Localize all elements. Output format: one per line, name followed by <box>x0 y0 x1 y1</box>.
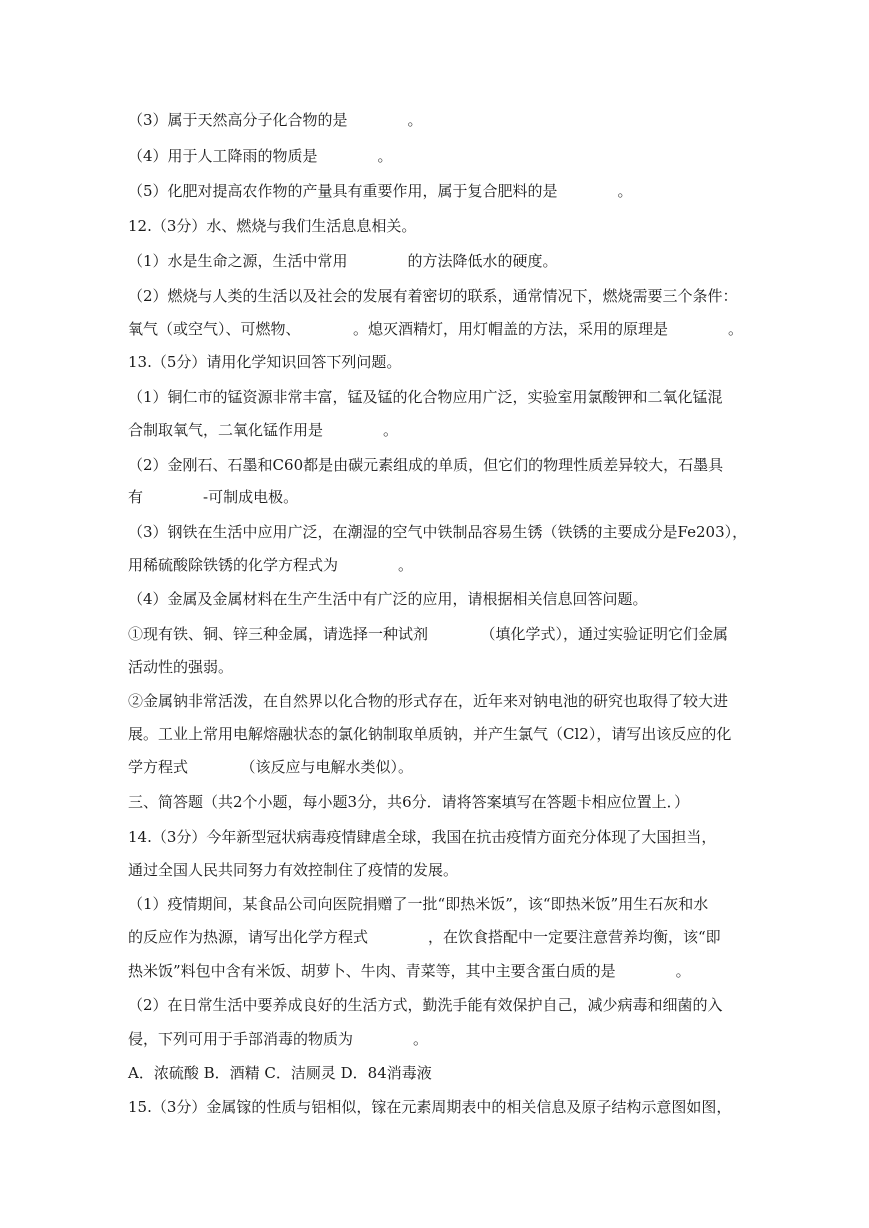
question-13-4-b-line3: 学方程式 （该反应与电解水类似）。 <box>128 758 414 776</box>
question-13-3-line1: （3）钢铁在生活中应用广泛，在潮湿的空气中铁制品容易生锈（铁锈的主要成分是Fe203）， <box>128 523 748 541</box>
question-12-2-line1: （2）燃烧与人类的生活以及社会的发展有着密切的联系，通常情况下，燃烧需要三个条件： <box>128 287 738 305</box>
question-11-3: （3）属于天然高分子化合物的是 。 <box>128 111 423 129</box>
question-13-4-b-line2: 展。工业上常用电解熔融状态的氯化钠制取单质钠，并产生氯气（Cl2），请写出该反应的化 <box>128 725 732 743</box>
question-13-2-line1: （2）金刚石、石墨和C60都是由碳元素组成的单质，但它们的物理性质差异较大，石墨具 <box>128 456 724 474</box>
question-13-4-a-line2: 活动性的强弱。 <box>128 658 234 676</box>
question-12-1: （1）水是生命之源，生活中常用 的方法降低水的硬度。 <box>128 252 558 270</box>
question-13-heading: 13.（5分）请用化学知识回答下列问题。 <box>128 353 402 371</box>
question-15-heading: 15.（3分）金属镓的性质与铝相似，镓在元素周期表中的相关信息及原子结构示意图如图， <box>128 1098 732 1116</box>
question-12-2-line2: 氧气（或空气）、可燃物、 。熄灭酒精灯，用灯帽盖的方法，采用的原理是 。 <box>128 320 744 338</box>
question-12-heading: 12.（3分）水、燃烧与我们生活息息相关。 <box>128 217 417 235</box>
question-14-1-line3: 热米饭”料包中含有米饭、胡萝卜、牛肉、青菜等，其中主要含蛋白质的是 。 <box>128 962 691 980</box>
question-14-heading-line1: 14.（3分）今年新型冠状病毒疫情肆虐全球，我国在抗击疫情方面充分体现了大国担当， <box>128 828 717 846</box>
question-13-4-a-line1: ①现有铁、铜、锌三种金属，请选择一种试剂 （填化学式），通过实验证明它们金属 <box>128 625 729 643</box>
question-14-1-line1: （1）疫情期间，某食品公司向医院捐赠了一批“即热米饭”，该“即热米饭”用生石灰和水 <box>128 895 709 913</box>
question-13-4-b-line1: ②金属钠非常活泼，在自然界以化合物的形式存在，近年来对钠电池的研究也取得了较大进 <box>128 692 729 710</box>
section-3-heading: 三、简答题（共2个小题，每小题3分，共6分．请将答案填写在答题卡相应位置上．） <box>128 793 690 811</box>
question-13-2-line2: 有 -可制成电极。 <box>128 488 299 506</box>
question-14-1-line2: 的反应作为热源，请写出化学方程式 ，在饮食搭配中一定要注意营养均衡，该“即 <box>128 928 721 946</box>
question-14-2-line2: 侵，下列可用于手部消毒的物质为 。 <box>128 1030 429 1048</box>
question-14-heading-line2: 通过全国人民共同努力有效控制住了疫情的发展。 <box>128 861 459 879</box>
question-14-2-line1: （2）在日常生活中要养成良好的生活方式，勤洗手能有效保护自己，减少病毒和细菌的入 <box>128 996 723 1014</box>
question-13-4-heading: （4）金属及金属材料在生产生活中有广泛的应用，请根据相关信息回答问题。 <box>128 590 648 608</box>
question-13-3-line2: 用稀硫酸除铁锈的化学方程式为 。 <box>128 556 414 574</box>
question-13-1-line1: （1）铜仁市的锰资源非常丰富，锰及锰的化合物应用广泛，实验室用氯酸钾和二氧化锰混 <box>128 388 723 406</box>
question-11-5: （5）化肥对提高农作物的产量具有重要作用，属于复合肥料的是 。 <box>128 182 633 200</box>
question-13-1-line2: 合制取氧气，二氧化锰作用是 。 <box>128 421 399 439</box>
question-14-2-options: A．浓硫酸 B．酒精 C．洁厕灵 D．84消毒液 <box>128 1064 432 1082</box>
question-11-4: （4）用于人工降雨的物质是 。 <box>128 147 393 165</box>
